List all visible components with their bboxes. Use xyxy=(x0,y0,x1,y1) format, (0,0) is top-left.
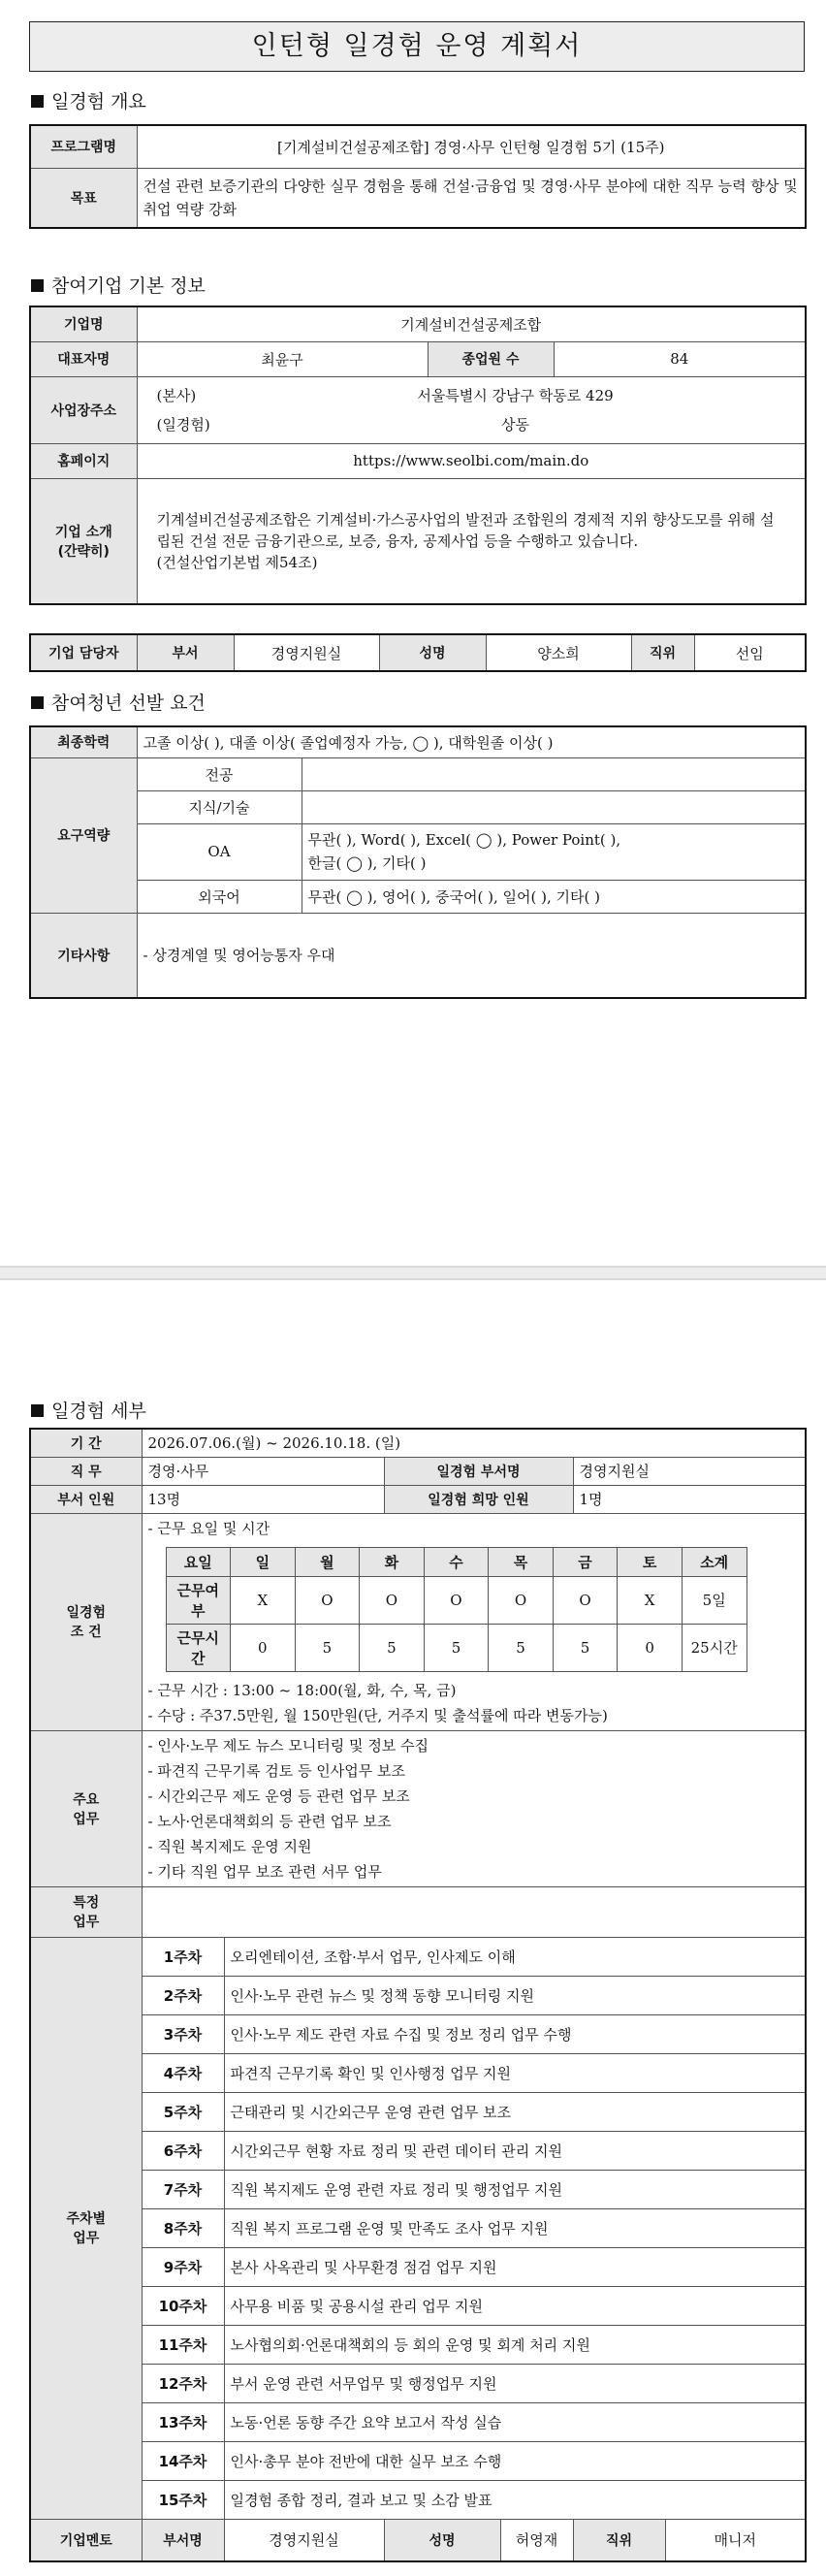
square-bullet-icon xyxy=(31,279,44,292)
section-heading-text: 일경험 세부 xyxy=(51,1401,146,1422)
section-heading-text: 참여기업 기본 정보 xyxy=(51,275,206,297)
section-heading-detail xyxy=(31,1397,146,1423)
duty-value: 경영·사무 xyxy=(142,1457,384,1485)
representative-label: 대표자명 xyxy=(30,341,137,376)
schedule-header-cell: 수 xyxy=(424,1547,489,1576)
period-value: 2026.07.06.(월) ~ 2026.10.18. (일) xyxy=(142,1429,806,1457)
major-value xyxy=(302,757,806,790)
schedule-row-label: 근무여부 xyxy=(166,1576,231,1624)
conditions-time: - 근무 시간 : 13:00 ~ 18:00(월, 화, 수, 목, 금) xyxy=(147,1681,457,1699)
week-task: 노동·언론 동향 주간 요약 보고서 작성 실습 xyxy=(224,2402,806,2441)
etc-label: 기타사항 xyxy=(30,913,137,998)
schedule-cell: 5 xyxy=(553,1624,618,1671)
week-number: 3주차 xyxy=(142,2014,224,2053)
schedule-header-cell: 화 xyxy=(360,1547,425,1576)
section-heading-overview xyxy=(31,87,146,113)
dept-label: 일경험 부서명 xyxy=(384,1457,573,1485)
weekly-label-line: 주차별 xyxy=(66,2211,107,2227)
hq-label: (본사) xyxy=(156,386,197,404)
schedule-cell: 5 xyxy=(424,1624,489,1671)
language-value: 무관( ◯ ), 영어( ), 중국어( ), 일어( ), 기타( ) xyxy=(302,880,806,913)
week-number: 12주차 xyxy=(142,2364,224,2402)
main-duty-item: - 파견직 근무기록 검토 등 인사업무 보조 xyxy=(147,1761,406,1780)
page-break xyxy=(0,1266,826,1280)
homepage-link[interactable]: https://www.seolbi.com/main.do xyxy=(137,443,806,478)
week-number: 1주차 xyxy=(142,1937,224,1976)
special-duty-value xyxy=(142,1886,806,1937)
duty-label: 직 무 xyxy=(30,1457,142,1485)
company-name-label: 기업명 xyxy=(30,306,137,341)
oa-value xyxy=(302,823,806,880)
intro-label-line: (간략히) xyxy=(57,543,110,560)
week-number: 8주차 xyxy=(142,2208,224,2247)
conditions-heading: - 근무 요일 및 시간 xyxy=(147,1519,270,1537)
education-value: 고졸 이상( ), 대졸 이상( 졸업예정자 가능, ◯ ), 대학원졸 이상( ) xyxy=(137,726,806,757)
schedule-cell: 0 xyxy=(231,1624,296,1671)
weekly-label-line: 업무 xyxy=(73,2231,100,2246)
program-value: [기계설비건설공제조합] 경영·사무 인턴형 일경험 5기 (15주) xyxy=(137,125,806,168)
company-name-value: 기계설비건설공제조합 xyxy=(137,306,806,341)
competency-label: 요구역량 xyxy=(30,757,137,913)
schedule-row-label: 근무시간 xyxy=(166,1624,231,1671)
week-task: 부서 운영 관련 서무업무 및 행정업무 지원 xyxy=(224,2364,806,2402)
week-task: 노사협의회·언론대책회의 등 회의 운영 및 회계 처리 지원 xyxy=(224,2325,806,2364)
week-number: 7주차 xyxy=(142,2170,224,2208)
special-duty-label xyxy=(30,1886,142,1937)
contact-position-label: 직위 xyxy=(631,634,694,671)
schedule-header-cell: 토 xyxy=(618,1547,683,1576)
address-label: 사업장주소 xyxy=(30,376,137,443)
education-label: 최종학력 xyxy=(30,726,137,757)
week-task: 시간외근무 현황 자료 정리 및 관련 데이터 관리 지원 xyxy=(224,2131,806,2170)
site-address: 상동 xyxy=(501,415,529,434)
week-number: 9주차 xyxy=(142,2247,224,2286)
intro-label-line: 기업 소개 xyxy=(54,524,112,540)
conditions-label-line: 조 건 xyxy=(70,1625,102,1640)
address-cell xyxy=(137,376,806,443)
week-task: 직원 복지 프로그램 운영 및 만족도 조사 업무 지원 xyxy=(224,2208,806,2247)
week-task: 인사·노무 제도 관련 자료 수집 및 정보 정리 업무 수행 xyxy=(224,2014,806,2053)
schedule-cell: O xyxy=(489,1576,554,1624)
contact-position-value: 선임 xyxy=(694,634,806,671)
site-label: (일경험) xyxy=(156,415,210,434)
week-number: 15주차 xyxy=(142,2480,224,2519)
page-two xyxy=(0,1280,826,2576)
main-duty-item: - 직원 복지제도 운영 지원 xyxy=(147,1837,312,1855)
section-heading-requirements xyxy=(31,689,206,715)
page-one xyxy=(0,0,826,1266)
oa-value-line: 한글( ◯ ), 기타( ) xyxy=(307,854,427,872)
schedule-cell: 25시간 xyxy=(682,1624,747,1671)
schedule-cell: O xyxy=(360,1576,425,1624)
main-duty-label xyxy=(30,1730,142,1886)
employees-value: 84 xyxy=(554,341,806,376)
detail-table xyxy=(29,1428,807,2562)
language-label: 외국어 xyxy=(137,880,302,913)
week-task: 사무용 비품 및 공용시설 관리 업무 지원 xyxy=(224,2286,806,2325)
schedule-cell: X xyxy=(231,1576,296,1624)
oa-value-line: 무관( ), Word( ), Excel( ◯ ), Power Point( ), xyxy=(307,831,621,849)
dept-value: 경영지원실 xyxy=(573,1457,806,1485)
schedule-cell: 5 xyxy=(489,1624,554,1671)
requirements-table xyxy=(29,725,807,999)
skill-value xyxy=(302,790,806,823)
week-number: 13주차 xyxy=(142,2402,224,2441)
mentor-label: 기업멘토 xyxy=(30,2519,142,2561)
oa-label: OA xyxy=(137,823,302,880)
schedule-cell: 0 xyxy=(618,1624,683,1671)
week-number: 6주차 xyxy=(142,2131,224,2170)
mentor-name-value: 허영재 xyxy=(500,2519,573,2561)
main-duty-label-line: 업무 xyxy=(73,1811,100,1827)
schedule-header-cell: 금 xyxy=(553,1547,618,1576)
hope-label: 일경험 희망 인원 xyxy=(384,1485,573,1513)
schedule-cell: O xyxy=(424,1576,489,1624)
week-task: 파견직 근무기록 확인 및 인사행정 업무 지원 xyxy=(224,2053,806,2092)
mentor-name-label: 성명 xyxy=(384,2519,500,2561)
main-duty-cell xyxy=(142,1730,806,1886)
weekly-label xyxy=(30,1937,142,2519)
hope-value: 1명 xyxy=(573,1485,806,1513)
company-table xyxy=(29,306,807,605)
conditions-cell xyxy=(142,1513,806,1730)
contact-dept-value: 경영지원실 xyxy=(234,634,379,671)
main-duty-item: - 노사·언론대책회의 등 관련 업무 보조 xyxy=(147,1812,392,1830)
major-label: 전공 xyxy=(137,757,302,790)
intro-text-law: (건설산업기본법 제54조) xyxy=(156,553,318,571)
contact-name-label: 성명 xyxy=(379,634,486,671)
main-duty-item: - 기타 직원 업무 보조 관련 서무 업무 xyxy=(147,1862,382,1881)
week-task: 본사 사옥관리 및 사무환경 점검 업무 지원 xyxy=(224,2247,806,2286)
week-number: 2주차 xyxy=(142,1976,224,2014)
week-task: 인사·총무 분야 전반에 대한 실무 보조 수행 xyxy=(224,2441,806,2480)
document-title: 인턴형 일경험 운영 계획서 xyxy=(29,21,805,72)
schedule-header-cell: 요일 xyxy=(166,1547,231,1576)
goal-value: 건설 관련 보증기관의 다양한 실무 경험을 통해 건설·금융업 및 경영·사무 분야에 대한 직무 능력 향상 및 취업 역량 강화 xyxy=(137,168,806,228)
square-bullet-icon xyxy=(31,1404,44,1417)
week-task: 직원 복지제도 운영 관련 자료 정리 및 행정업무 지원 xyxy=(224,2170,806,2208)
schedule-header-cell: 월 xyxy=(295,1547,360,1576)
skill-label: 지식/기술 xyxy=(137,790,302,823)
week-number: 14주차 xyxy=(142,2441,224,2480)
schedule-cell: O xyxy=(295,1576,360,1624)
overview-table xyxy=(29,124,807,229)
week-number: 5주차 xyxy=(142,2092,224,2131)
main-duty-item: - 시간외근무 제도 운영 등 관련 업무 보조 xyxy=(147,1787,410,1805)
mentor-dept-label: 부서명 xyxy=(142,2519,224,2561)
schedule-cell: 5 xyxy=(360,1624,425,1671)
intro-text: 기계설비건설공제조합은 기계설비·가스공사업의 발전과 조합원의 경제적 지위 향상도모를 위해 설립된 건설 전문 금융기관으로, 보증, 융자, 공제사업 등을 수행하고 있습니다. xyxy=(156,510,775,550)
schedule-header-cell: 소계 xyxy=(682,1547,747,1576)
week-task: 근태관리 및 시간외근무 운영 관련 업무 보조 xyxy=(224,2092,806,2131)
week-number: 4주차 xyxy=(142,2053,224,2092)
schedule-cell: O xyxy=(553,1576,618,1624)
mentor-position-label: 직위 xyxy=(573,2519,665,2561)
intro-value xyxy=(137,478,806,604)
main-duty-label-line: 주요 xyxy=(73,1791,100,1808)
schedule-cell: 5 xyxy=(295,1624,360,1671)
section-heading-text: 일경험 개요 xyxy=(51,91,146,113)
representative-value: 최윤구 xyxy=(137,341,428,376)
week-task: 일경험 종합 정리, 결과 보고 및 소감 발표 xyxy=(224,2480,806,2519)
contact-name-value: 양소희 xyxy=(486,634,631,671)
conditions-pay: - 수당 : 주37.5만원, 월 150만원(단, 거주지 및 출석률에 따라 변동가능) xyxy=(147,1706,608,1724)
contact-label: 기업 담당자 xyxy=(30,634,137,671)
homepage-label: 홈페이지 xyxy=(30,443,137,478)
schedule-header-cell: 일 xyxy=(231,1547,296,1576)
section-heading-company xyxy=(31,272,206,298)
section-heading-text: 참여청년 선발 요건 xyxy=(51,692,206,714)
schedule-header-cell: 목 xyxy=(489,1547,554,1576)
hq-address: 서울특별시 강남구 학동로 429 xyxy=(417,386,614,404)
goal-label: 목표 xyxy=(30,168,137,228)
week-number: 11주차 xyxy=(142,2325,224,2364)
mentor-position-value: 매니저 xyxy=(665,2519,806,2561)
contact-table xyxy=(29,633,807,672)
schedule-cell: X xyxy=(618,1576,683,1624)
contact-dept-label: 부서 xyxy=(137,634,234,671)
etc-value: - 상경계열 및 영어능통자 우대 xyxy=(137,913,806,998)
week-number: 10주차 xyxy=(142,2286,224,2325)
staff-value: 13명 xyxy=(142,1485,384,1513)
square-bullet-icon xyxy=(31,95,44,108)
period-label: 기 간 xyxy=(30,1429,142,1457)
program-label: 프로그램명 xyxy=(30,125,137,168)
schedule-cell: 5일 xyxy=(682,1576,747,1624)
mentor-dept-value: 경영지원실 xyxy=(224,2519,384,2561)
intro-label xyxy=(30,478,137,604)
schedule-table xyxy=(166,1547,747,1672)
square-bullet-icon xyxy=(31,696,44,709)
conditions-label-line: 일경험 xyxy=(66,1605,107,1621)
special-duty-label-line: 업무 xyxy=(73,1915,100,1930)
staff-label: 부서 인원 xyxy=(30,1485,142,1513)
employees-label: 종업원 수 xyxy=(428,341,554,376)
conditions-label xyxy=(30,1513,142,1730)
special-duty-label-line: 특정 xyxy=(73,1895,100,1911)
week-task: 오리엔테이션, 조합·부서 업무, 인사제도 이해 xyxy=(224,1937,806,1976)
main-duty-item: - 인사·노무 제도 뉴스 모니터링 및 정보 수집 xyxy=(147,1736,429,1755)
week-task: 인사·노무 관련 뉴스 및 정책 동향 모니터링 지원 xyxy=(224,1976,806,2014)
